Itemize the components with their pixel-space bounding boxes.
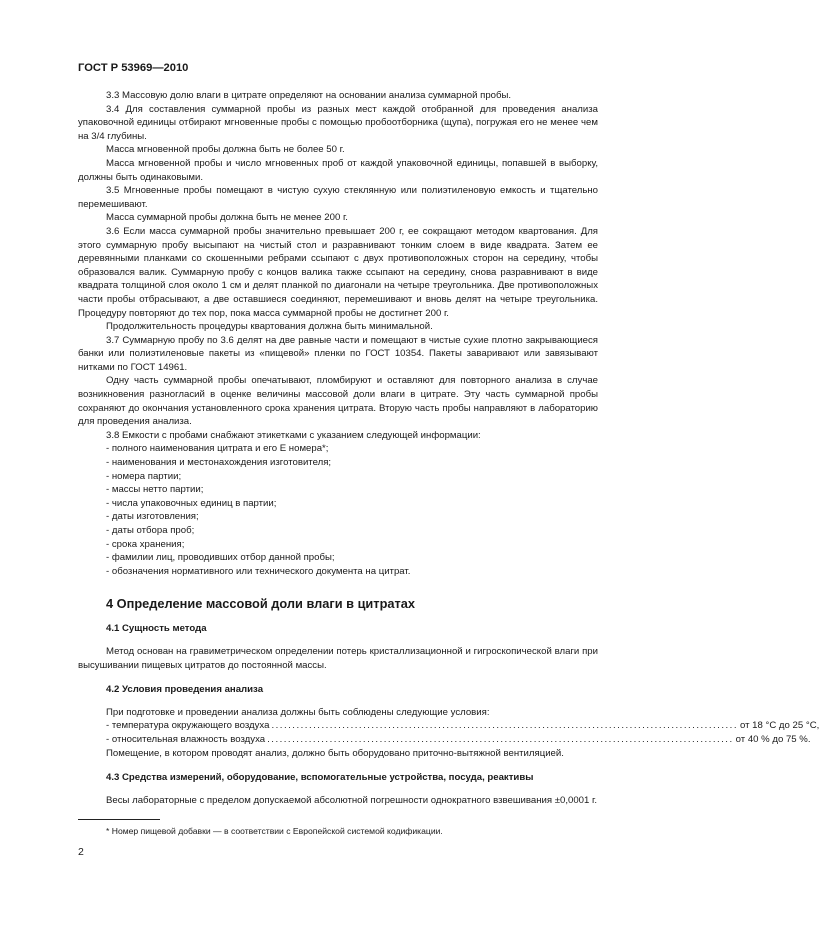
condition-temperature <box>78 719 819 733</box>
label-info-list <box>78 442 598 578</box>
page-number: 2 <box>78 846 84 858</box>
condition-value: от 18 °С до 25 °С, <box>739 720 819 732</box>
list-item: - числа упаковочных единиц в партии; <box>106 497 277 509</box>
list-item: - номера партии; <box>106 470 182 482</box>
list-item: - даты отбора проб; <box>106 525 195 536</box>
footnote: * Номер пищевой добавки — в соответствии с Европейской системой кодификации. <box>106 826 443 836</box>
paragraph-3-6-duration: Продолжительность процедуры квартования должна быть минимальной. <box>106 321 433 333</box>
section-4-3-heading: 4.3 Средства измерений, оборудование, вспомогательные устройства, посуда, реактивы <box>106 772 534 784</box>
condition-humidity <box>78 733 811 747</box>
list-item: - фамилии лиц, проводивших отбор данной пробы; <box>106 552 335 564</box>
section-4-1-heading: 4.1 Сущность метода <box>106 623 207 635</box>
section-4-2-text: При подготовке и проведении анализа должны быть соблюдены следующие условия: <box>106 706 490 718</box>
paragraph-3-4-equal: Масса мгновенной пробы и число мгновенных проб от каждой упаковочной единицы, попавшей в выборку, должны быть одинаковыми. <box>78 157 598 183</box>
paragraph-3-4: 3.4 Для составления суммарной пробы из разных мест каждой отобранной для проведения анализа упаковочной единицы отбирают мгновенные пробы с помощью пробоотборника (щупа), погружая его не менее чем на 3/4 глубины. <box>78 103 598 142</box>
condition-label: - относительная влажность воздуха <box>106 733 266 745</box>
list-item: - срока хранения; <box>106 538 185 550</box>
section-4-3-text: Весы лабораторные с пределом допускаемой абсолютной погрешности однократного взвешивания ±0,0001 г. <box>106 794 597 806</box>
list-item: - массы нетто партии; <box>106 484 204 496</box>
condition-label: - температура окружающего воздуха <box>106 720 270 732</box>
paragraph-3-7: 3.7 Суммарную пробу по 3.6 делят на две равные части и помещают в чистые сухие плотно закрывающиеся банки или полиэтиленовые пакеты из «пищевой» пленки по ГОСТ 10354. Пакеты заваривают или завязывают нитками по ГОСТ 14961. <box>78 334 598 373</box>
list-item: - обозначения нормативного или технического документа на цитрат. <box>106 565 411 577</box>
leader-dots: ................................................................................................................ <box>271 720 738 732</box>
section-4-1-text: Метод основан на гравиметрическом определении потерь кристаллизационной и гигроскопической влаги при высушивании пищевых цитратов до постоянной массы. <box>78 645 598 671</box>
section-4-2-room: Помещение, в котором проводят анализ, должно быть оборудовано приточно-вытяжной вентиляцией. <box>106 747 564 759</box>
paragraph-3-3: 3.3 Массовую долю влаги в цитрате определяют на основании анализа суммарной пробы. <box>106 90 512 101</box>
condition-value: от 40 % до 75 %. <box>735 733 811 745</box>
leader-dots: ................................................................................................................ <box>267 733 734 745</box>
standard-header: ГОСТ Р 53969—2010 <box>78 62 189 74</box>
paragraph-3-8: 3.8 Емкости с пробами снабжают этикетками с указанием следующей информации: <box>106 429 481 441</box>
paragraph-3-5: 3.5 Мгновенные пробы помещают в чистую сухую стеклянную или полиэтиленовую емкость и тщательно перемешивают. <box>78 185 598 210</box>
paragraph-3-4-mass: Масса мгновенной пробы должна быть не более 50 г. <box>106 144 345 156</box>
list-item: - даты изготовления; <box>106 511 199 523</box>
list-item: - наименования и местонахождения изготовителя; <box>106 457 332 469</box>
list-item: - полного наименования цитрата и его Е номера*; <box>106 443 329 455</box>
footnote-rule <box>78 819 160 820</box>
paragraph-3-7-sealed: Одну часть суммарной пробы опечатывают, пломбируют и оставляют для повторного анализа в случае возникновения разногласий в оценке величины массовой доли влаги в цитрате. Эту часть суммарной пробы сохраняют до окончания установленного срока хранения цитрата. Вторую часть пробы направляют в лабораторию для проведения анализа. <box>78 375 598 428</box>
section-4-heading: 4 Определение массовой доли влаги в цитратах <box>106 596 416 612</box>
document-body <box>78 89 819 807</box>
section-4-2-heading: 4.2 Условия проведения анализа <box>106 684 264 696</box>
paragraph-3-5-mass: Масса суммарной пробы должна быть не менее 200 г. <box>106 212 348 224</box>
paragraph-3-6: 3.6 Если масса суммарной пробы значительно превышает 200 г, ее сокращают методом квартования. Для этого суммарную пробу высыпают на чистый стол и разравнивают тонким слоем в виде квадрата. Затем ее деревянными планками со скошенными ребрами ссыпают с двух противоположных сторон на середину, чтобы образовался валик. Суммарную пробу с концов валика также ссыпают на середину, снова разравнивают в виде квадрата толщиной слоя около 1 см и делят планкой по диагонали на четыре треугольника. Две противоположных части пробы отбрасывают, а две оставшиеся соединяют, перемешивают и вновь делят на четыре треугольника. Процедуру повторяют до тех пор, пока масса суммарной пробы не достигнет 200 г. <box>78 225 598 319</box>
